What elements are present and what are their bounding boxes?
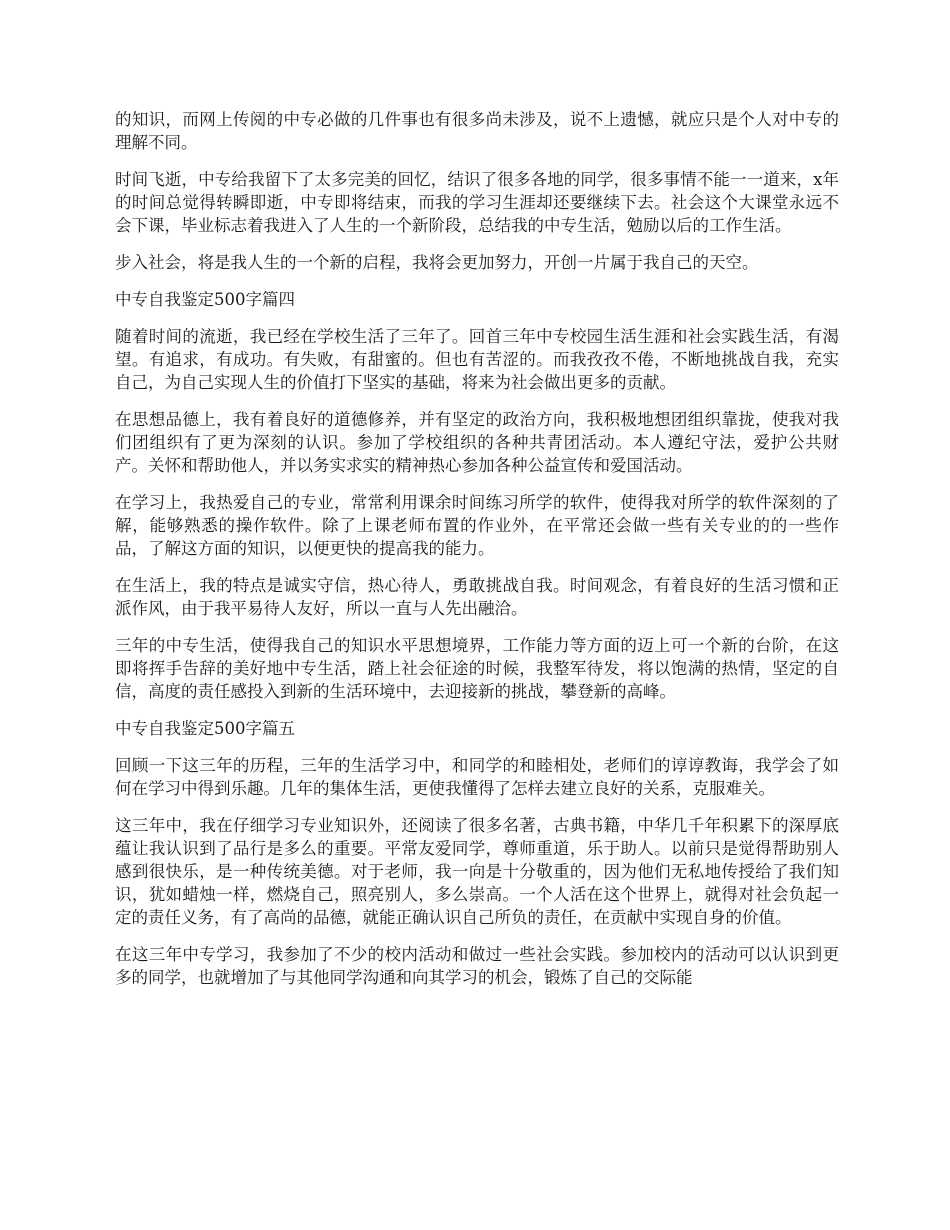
paragraph: 在学习上，我热爱自己的专业，常常利用课余时间练习所学的软件，使得我对所学的软件深刻的了解，能够熟悉的操作软件。除了上课老师布置的作业外，在平常还会做一些有关专业的的一些作品，了解这方面的知识，以便更快的提高我的能力。	[115, 493, 839, 558]
paragraph: 在思想品德上，我有着良好的道德修养，并有坚定的政治方向，我积极地想团组织靠拢，使我对我们团组织有了更为深刻的认识。参加了学校组织的各种共青团活动。本人遵纪守法，爱护公共财产。关怀和帮助他人，并以务实求实的精神热心参加各种公益宣传和爱国活动。	[115, 410, 839, 475]
paragraph: 时间飞逝，中专给我留下了太多完美的回忆，结识了很多各地的同学，很多事情不能一一道来，x年的时间总觉得转瞬即逝，中专即将结束，而我的学习生涯却还要继续下去。社会这个大课堂永远不会下课，毕业标志着我进入了人生的一个新阶段，总结我的中专生活，勉励以后的工作生活。	[115, 170, 839, 235]
paragraph: 步入社会，将是我人生的一个新的启程，我将会更加努力，开创一片属于我自己的天空。	[115, 253, 759, 272]
document-body	[115, 108, 839, 1003]
paragraph: 在这三年中专学习，我参加了不少的校内活动和做过一些社会实践。参加校内的活动可以认识到更多的同学，也就增加了与其他同学沟通和向其学习的机会，锻炼了自己的交际能	[115, 945, 839, 987]
paragraph: 三年的中专生活，使得我自己的知识水平思想境界，工作能力等方面的迈上可一个新的台阶，在这即将挥手告辞的美好地中专生活，踏上社会征途的时候，我整军待发，将以饱满的热情，坚定的自信，高度的责任感投入到新的生活环境中，去迎接新的挑战，攀登新的高峰。	[115, 636, 839, 701]
section-heading: 中专自我鉴定500字篇四	[115, 290, 295, 309]
section-heading: 中专自我鉴定500字篇五	[115, 719, 295, 738]
paragraph: 回顾一下这三年的历程，三年的生活学习中，和同学的和睦相处，老师们的谆谆教诲，我学会了如何在学习中得到乐趣。几年的集体生活，更使我懂得了怎样去建立良好的关系，克服难关。	[115, 756, 839, 798]
paragraph: 这三年中，我在仔细学习专业知识外，还阅读了很多名著，古典书籍，中华几千年积累下的深厚底蕴让我认识到了品行是多么的重要。平常友爱同学，尊师重道，乐于助人。以前只是觉得帮助别人感到很快乐，是一种传统美德。对于老师，我一向是十分敬重的，因为他们无私地传授给了我们知识，犹如蜡烛一样，燃烧自己，照亮别人，多么崇高。一个人活在这个世界上，就得对社会负起一定的责任义务，有了高尚的品德，就能正确认识自己所负的责任，在贡献中实现自身的价值。	[115, 816, 839, 927]
paragraph: 在生活上，我的特点是诚实守信，热心待人，勇敢挑战自我。时间观念，有着良好的生活习惯和正派作风，由于我平易待人友好，所以一直与人先出融洽。	[115, 576, 839, 618]
paragraph: 的知识，而网上传阅的中专必做的几件事也有很多尚未涉及，说不上遗憾，就应只是个人对中专的理解不同。	[115, 110, 839, 152]
paragraph: 随着时间的流逝，我已经在学校生活了三年了。回首三年中专校园生活生涯和社会实践生活，有渴望。有追求，有成功。有失败，有甜蜜的。但也有苦涩的。而我孜孜不倦，不断地挑战自我，充实自己，为自己实现人生的价值打下坚实的基础，将来为社会做出更多的贡献。	[115, 327, 839, 392]
